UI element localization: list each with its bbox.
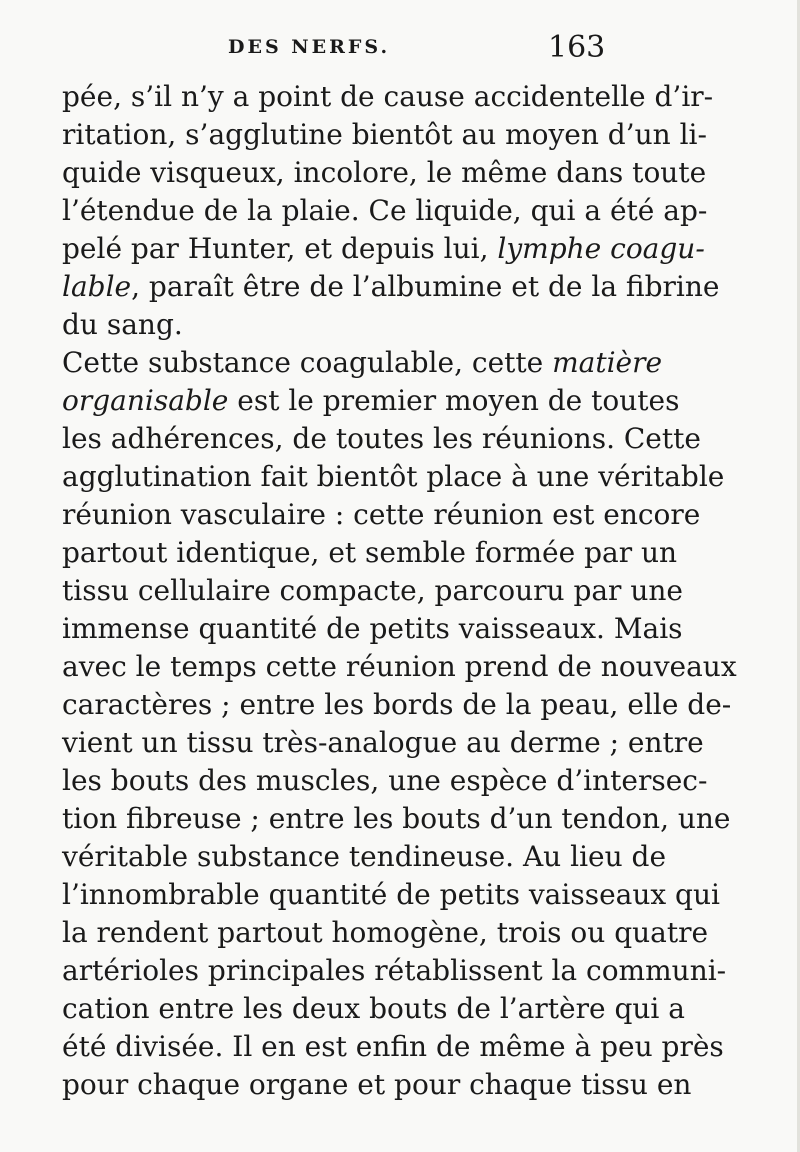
text-line	[62, 78, 714, 116]
line-text-roman: Cette substance coagulable, cette	[62, 346, 553, 379]
text-line	[62, 990, 685, 1028]
line-text-italic: lable	[62, 270, 132, 303]
line-text: l’innombrable quantité de petits vaisseaux qui	[62, 878, 720, 911]
text-line	[62, 724, 704, 762]
line-text: les bouts des muscles, une espèce d’intersec-	[62, 764, 708, 797]
line-text-italic: organisable	[62, 384, 229, 417]
text-line	[62, 268, 720, 306]
line-text: du sang.	[62, 308, 183, 341]
line-text-italic: lymphe coagu-	[497, 232, 705, 265]
text-line	[62, 876, 720, 914]
text-line	[62, 686, 732, 724]
line-text: partout identique, et semble formée par un	[62, 536, 678, 569]
text-line	[62, 610, 683, 648]
text-line	[62, 1028, 724, 1066]
line-text: véritable substance tendineuse. Au lieu de	[62, 840, 667, 873]
line-text-roman: pelé par Hunter, et depuis lui,	[62, 232, 498, 265]
text-line	[62, 192, 708, 230]
page-number: 163	[548, 30, 606, 65]
body-text	[62, 78, 737, 1104]
line-text-italic: matière	[552, 346, 663, 379]
text-line	[62, 572, 683, 610]
line-text: caractères ; entre les bords de la peau, elle de-	[62, 688, 732, 721]
text-line	[62, 800, 731, 838]
line-text-roman: , paraît être de l’albumine et de la fibrine	[131, 270, 720, 303]
line-text: artérioles principales rétablissent la communi-	[62, 954, 727, 987]
text-line	[62, 914, 709, 952]
line-text: pée, s’il n’y a point de cause accidentelle d’ir-	[62, 80, 714, 113]
text-line	[62, 762, 708, 800]
line-text: agglutination fait bientôt place à une véritable	[62, 460, 725, 493]
text-line	[62, 458, 725, 496]
line-text: réunion vasculaire : cette réunion est encore	[62, 498, 701, 531]
line-text: cation entre les deux bouts de l’artère qui a	[62, 992, 685, 1025]
text-line	[62, 154, 707, 192]
text-line	[62, 306, 632, 344]
line-text-roman: est le premier moyen de toutes	[228, 384, 680, 417]
text-line	[62, 648, 737, 686]
text-line	[62, 230, 705, 268]
text-line	[62, 838, 667, 876]
text-line	[62, 496, 701, 534]
text-line	[62, 382, 680, 420]
running-title: DES NERFS.	[228, 36, 391, 58]
text-line	[62, 420, 701, 458]
text-line	[62, 1066, 692, 1104]
running-head	[0, 30, 800, 70]
line-text: pour chaque organe et pour chaque tissu en	[62, 1068, 692, 1101]
line-text: avec le temps cette réunion prend de nouveaux	[62, 650, 737, 683]
text-line	[62, 534, 678, 572]
line-text: ritation, s’agglutine bientôt au moyen d’un li-	[62, 118, 707, 151]
line-text: les adhérences, de toutes les réunions. Cette	[62, 422, 701, 455]
line-text: été divisée. Il en est enfin de même à peu près	[62, 1030, 724, 1063]
text-line	[62, 952, 727, 990]
text-line	[62, 116, 707, 154]
line-text: tissu cellulaire compacte, parcouru par une	[62, 574, 683, 607]
line-text: vient un tissu très-analogue au derme ; entre	[62, 726, 704, 759]
line-text: tion fibreuse ; entre les bouts d’un tendon, une	[62, 802, 731, 835]
line-text: l’étendue de la plaie. Ce liquide, qui a été ap-	[62, 194, 708, 227]
text-line	[62, 344, 663, 382]
line-text: quide visqueux, incolore, le même dans toute	[62, 156, 707, 189]
line-text: immense quantité de petits vaisseaux. Mais	[62, 612, 683, 645]
line-text: la rendent partout homogène, trois ou quatre	[62, 916, 709, 949]
